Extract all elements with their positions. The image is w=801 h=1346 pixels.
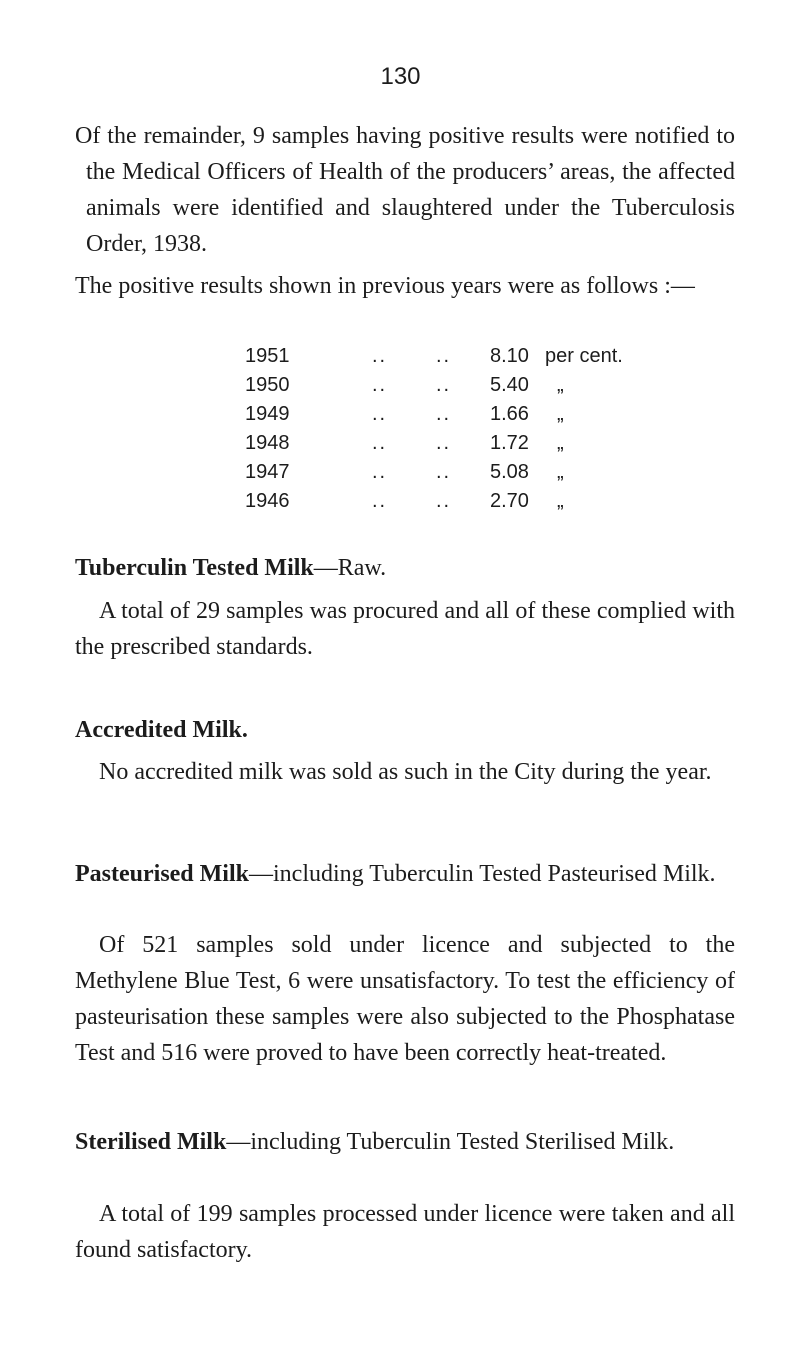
leader-dots: ..: [372, 345, 388, 367]
leader-dots: ..: [436, 374, 452, 396]
result-value: 2.70: [490, 490, 529, 512]
leader-dots: ..: [436, 345, 452, 367]
result-year: 1951: [245, 345, 290, 367]
heading-accredited-milk: Accredited Milk.: [75, 717, 248, 743]
heading-sterilised-milk: [75, 1124, 735, 1160]
result-unit: „: [557, 403, 564, 425]
result-year: 1950: [245, 374, 290, 396]
leader-dots: ..: [436, 432, 452, 454]
result-value: 5.08: [490, 461, 529, 483]
heading-rest: —Raw.: [313, 555, 387, 581]
heading-pasteurised-milk: [75, 858, 735, 890]
result-value: 1.72: [490, 432, 529, 454]
result-year: 1948: [245, 432, 290, 454]
result-year: 1946: [245, 490, 290, 512]
result-unit: per cent.: [545, 345, 623, 367]
leader-dots: ..: [436, 461, 452, 483]
leader-dots: ..: [372, 461, 388, 483]
leader-dots: ..: [436, 490, 452, 512]
result-row: [245, 371, 575, 400]
heading-rest: —including Tuberculin Tested Sterilised Milk.: [226, 1129, 675, 1155]
heading-bold: Tuberculin Tested Milk: [75, 555, 314, 581]
result-value: 5.40: [490, 374, 529, 396]
result-row: [245, 400, 575, 429]
result-year: 1947: [245, 461, 290, 483]
result-unit: „: [557, 432, 564, 454]
result-value: 1.66: [490, 403, 529, 425]
paragraph-previous-years: The positive results shown in previous years were as follows :—: [75, 273, 695, 299]
heading-tuberculin-tested-raw: [75, 550, 735, 586]
result-row: [245, 458, 575, 487]
page-number: 130: [380, 63, 421, 90]
leader-dots: ..: [372, 490, 388, 512]
result-unit: „: [557, 374, 564, 396]
result-unit: „: [557, 490, 564, 512]
result-unit: „: [557, 461, 564, 483]
result-value: 8.10: [490, 345, 529, 367]
leader-dots: ..: [372, 432, 388, 454]
result-row: [245, 342, 623, 371]
result-row: [245, 487, 575, 516]
heading-bold: Pasteurised Milk: [75, 861, 249, 887]
paragraph-tuberculin-tested: A total of 29 samples was procured and all of these complied with the prescribed standards.: [75, 598, 735, 660]
result-year: 1949: [245, 403, 290, 425]
paragraph-sterilised: A total of 199 samples processed under licence were taken and all found satisfactory.: [75, 1201, 735, 1263]
leader-dots: ..: [372, 374, 388, 396]
paragraph-pasteurised: Of 521 samples sold under licence and subjected to the Methylene Blue Test, 6 were unsatisfactory. To test the efficiency of pasteurisation these samples were also subjected to the Phosphatase Test and 516 were proved to have been correctly heat-treated.: [75, 932, 735, 1066]
paragraph-remainder: Of the remainder, 9 samples having positive results were notified to the Medical Officers of Health of the producers’ areas, the affected animals were identified and slaughtered under the Tuberculosis Order, 1938.: [75, 123, 735, 257]
paragraph-accredited: No accredited milk was sold as such in the City during the year.: [99, 759, 712, 785]
leader-dots: ..: [372, 403, 388, 425]
heading-rest: —including Tuberculin Tested Pasteurised Milk.: [249, 861, 716, 887]
previous-results-table: [245, 342, 623, 516]
leader-dots: ..: [436, 403, 452, 425]
heading-bold: Sterilised Milk: [75, 1129, 227, 1155]
result-row: [245, 429, 575, 458]
